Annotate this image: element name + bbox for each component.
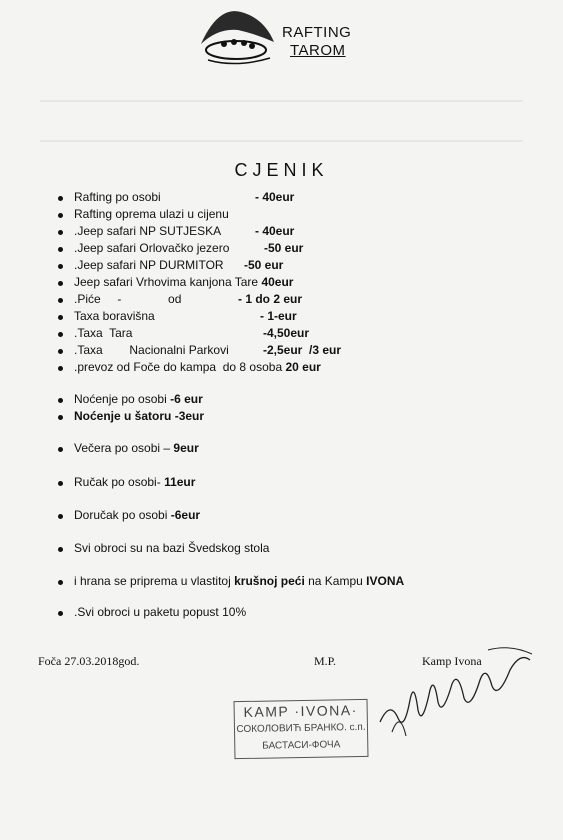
item-label: Taxa boravišna [74, 309, 155, 323]
price-item [58, 409, 528, 423]
footer-place-date: Foča 27.03.2018god. [38, 654, 140, 668]
price-item [58, 541, 528, 555]
logo-text-line1: RAFTING [282, 24, 352, 41]
item-price: 11eur [164, 475, 196, 489]
camp-stamp [234, 699, 369, 759]
price-item [58, 360, 528, 374]
stamp-line1: KAMP ·IVONA· [243, 702, 358, 720]
item-price: -3eur [174, 409, 205, 423]
item-price: - 40eur [255, 224, 295, 238]
price-list [58, 190, 528, 619]
item-label: i hrana se priprema u vlastitoj [74, 574, 231, 588]
raft-icon [186, 4, 281, 72]
price-item [58, 292, 528, 306]
item-price: - 1-eur [260, 309, 297, 323]
item-label: .prevoz od Foče do kampa do 8 osoba [74, 360, 283, 374]
item-label: Rafting po osobi [74, 190, 161, 204]
price-item [58, 574, 528, 588]
item-label: Rafting oprema ulazi u cijenu [74, 207, 229, 221]
price-item [58, 258, 528, 272]
item-price: -6 eur [170, 392, 203, 406]
price-item [58, 441, 528, 455]
price-item [58, 508, 528, 522]
price-item [58, 241, 528, 255]
page-title: CJENIK [234, 160, 329, 180]
item-label: .Jeep safari NP DURMITOR [74, 258, 224, 272]
item-label: .Jeep safari Orlovačko jezero [74, 241, 230, 255]
item-place: na Kampu [308, 574, 363, 588]
item-price: 40eur [261, 275, 294, 289]
item-price: -50 eur [244, 258, 284, 272]
footer-signatory: Kamp Ivona [422, 654, 482, 668]
item-price: -6eur [170, 508, 201, 522]
item-label: .Piće - od [74, 292, 182, 306]
price-item [58, 190, 528, 204]
item-label: .Jeep safari NP SUTJESKA [74, 224, 222, 238]
price-item [58, 275, 528, 289]
logo-text-line2: TAROM [290, 42, 346, 59]
item-label: Doručak po osobi [74, 508, 168, 522]
price-item [58, 343, 528, 357]
item-label: .Taxa Tara [74, 326, 133, 340]
item-label: Svi obroci su na bazi Švedskog stola [74, 541, 270, 555]
item-camp-name: IVONA [366, 574, 405, 588]
rafting-tarom-logo [186, 4, 376, 74]
price-item [58, 326, 528, 340]
item-price: 9eur [173, 441, 199, 455]
item-oven: krušnoj peći [234, 574, 305, 588]
price-item [58, 207, 528, 221]
item-price: 20 eur [285, 360, 321, 374]
item-label: Jeep safari Vrhovima kanjona Tare [74, 275, 259, 289]
item-label: Noćenje u šatoru [74, 409, 172, 423]
price-item [58, 605, 528, 619]
item-label: .Taxa Nacionalni Parkovi [74, 343, 229, 357]
item-price: -50 eur [264, 241, 304, 255]
footer-mp: M.P. [314, 654, 337, 668]
item-price: -2,5eur /3 eur [263, 343, 342, 357]
price-item [58, 224, 528, 238]
faint-header-line [40, 100, 523, 102]
item-label: .Svi obroci u paketu popust 10% [74, 605, 247, 619]
stamp-line2: СОКОЛОВИЋ БРАНКО. с.п. [236, 721, 366, 736]
item-label: Ručak po osobi- [74, 475, 161, 489]
stamp-line3: БАСТАСИ-ФОЧА [262, 739, 341, 752]
handwritten-signature [370, 640, 535, 740]
item-label: Noćenje po osobi [74, 392, 167, 406]
item-price: - 40eur [255, 190, 295, 204]
price-item [58, 475, 528, 489]
item-price: - 1 do 2 eur [238, 292, 303, 306]
price-item [58, 309, 528, 323]
price-item [58, 392, 528, 406]
faint-header-line [40, 140, 523, 142]
item-price: -4,50eur [263, 326, 310, 340]
item-label: Večera po osobi – [74, 441, 171, 455]
